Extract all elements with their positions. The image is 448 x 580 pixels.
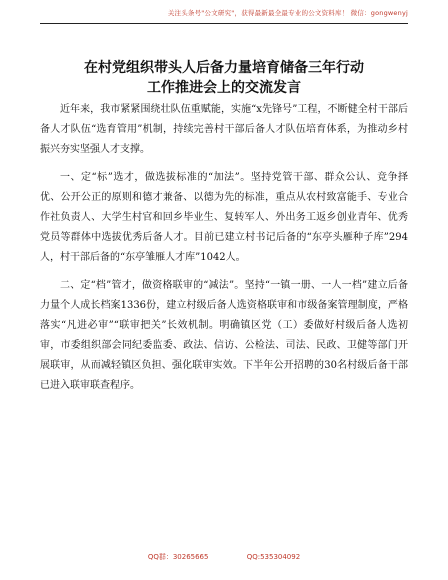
paragraph-section-1: 一、定“标”选才，做选拔标准的“加法”。坚持党管干部、群众公认、竞争择优、公开公正的原则和德才兼备、以德为先的标准，重点从农村致富能手、专业合作社负责人、大学生村官和回乡毕业生、复转军人、外出务工返乡创业青年、优秀党员等群体中选拔优秀后备人才。目前已建立村书记后备的“东亭头雁种子库”294人，村干部后备的“东亭雏雁人才库”1042人。 [40,172,408,263]
footer-qq-id: QQ:535304092 [246,553,301,561]
paragraph-section-2: 二、定“档”管才，做资格联审的“减法”。坚持“一镇一册、一人一档”建立后备力量个人成长档案1336份，建立村级后备人选资格联审和市级备案管理制度，严格落实“凡进必审”“联审把关”长效机制。明确镇区党（工）委做好村级后备人选初审，市委组织部会同纪委监委、政法、信访、公检法、司法、民政、卫健等部门开展联审，从而减轻镇区负担、强化联审实效。下半年公开招聘的30名村级后备干部已进入联审联查程序。 [40,280,408,391]
header-note: 关注头条号"公文研究"，获得最新最全最专业的公文资料库！ 微信：gongwenyj [167,9,408,17]
title-line-1: 在村党组织带头人后备力量培育储备三年行动 [84,60,364,76]
footer-qq-group: QQ群：30265665 [147,553,209,561]
header-divider [40,23,408,24]
footer-contact [40,552,408,562]
document-title [40,58,408,98]
document-body [40,100,408,404]
title-line-2: 工作推进会上的交流发言 [147,80,301,96]
paragraph-intro: 近年来，我市紧紧围绕壮队伍重赋能，实施“x先锋号”工程，不断健全村干部后备人才队伍“选育管用”机制，持续完善村干部后备人才队伍培育体系，为推动乡村振兴夯实坚强人才支撑。 [40,104,408,155]
